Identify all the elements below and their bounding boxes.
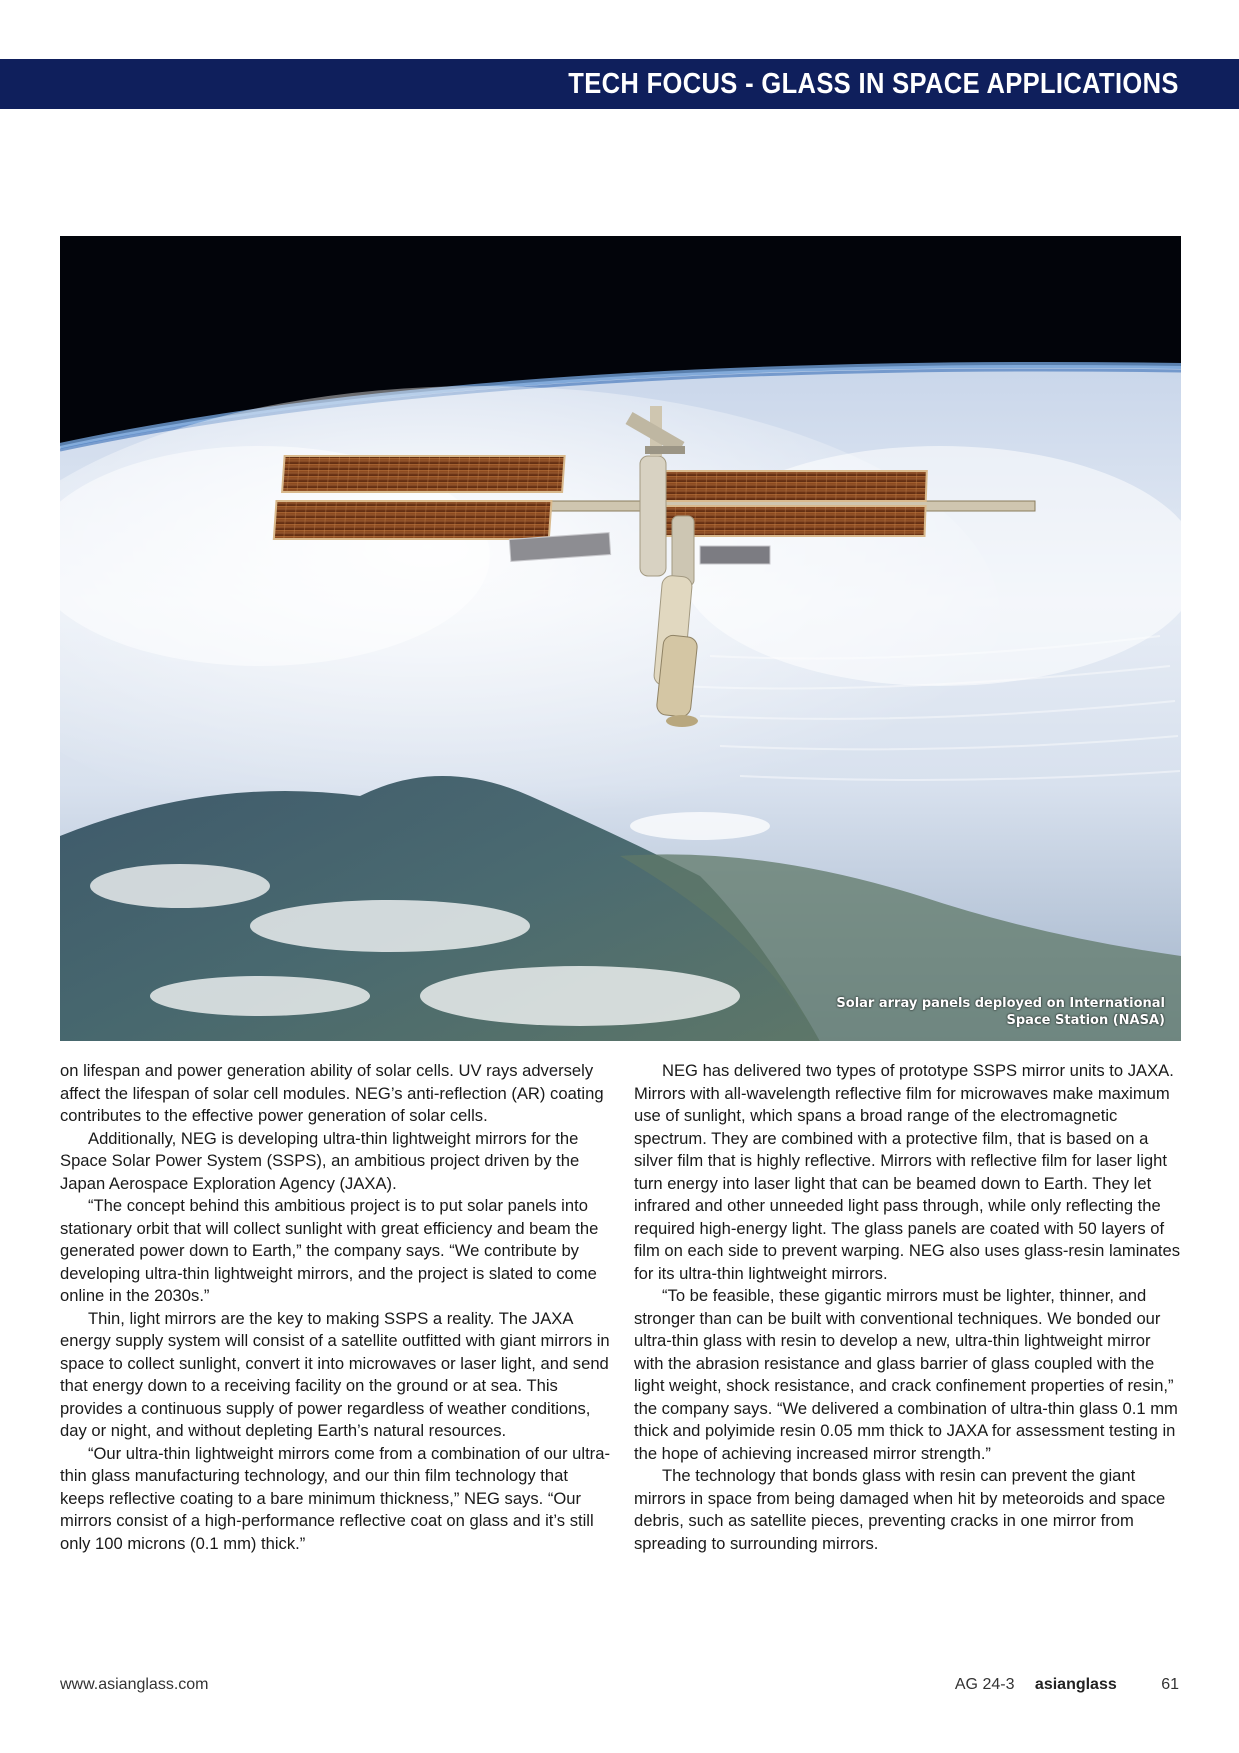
paragraph: NEG has delivered two types of prototype SSPS mirror units to JAXA. Mirrors with all-wavelength reflective film for microwaves make maximum use of sunlight, which spans a broad range of the electromagnetic spectrum. They are combined with a protective film, that is based on a silver film that is highly reflective. Mirrors with reflective film for laser light turn energy into laser light that can be beamed down to Earth. They let infrared and other unneeded light pass through, while only reflecting the required high-energy light. The glass panels are coated with 50 layers of film on each side to prevent warping. NEG also uses glass-resin laminates for its ultra-thin lightweight mirrors. (634, 1061, 1181, 1283)
article-column-right (634, 1060, 1182, 1555)
caption-line-1: Solar array panels deployed on International (836, 996, 1165, 1011)
footer-website-link[interactable]: www.asianglass.com (60, 1676, 209, 1693)
section-title: TECH FOCUS - GLASS IN SPACE APPLICATIONS (568, 68, 1179, 100)
paragraph: “To be feasible, these gigantic mirrors must be lighter, thinner, and stronger than can be built with conventional techniques. We bonded our ultra-thin glass with resin to develop a new, ultra-thin lightweight mirror with the abrasion resistance and glass barrier of glass coupled with the light weight, shock resistance, and crack confinement properties of resin,” the company says. “We delivered a combination of ultra-thin glass 0.1 mm thick and polyimide resin 0.05 mm thick to JAXA for assessment testing in the hope of achieving increased mirror strength.” (634, 1286, 1178, 1463)
photo-caption (825, 995, 1165, 1029)
article-column-left (60, 1060, 610, 1555)
issue-number: AG 24-3 (954, 1676, 1015, 1693)
paragraph: “The concept behind this ambitious project is to put solar panels into stationary orbit that will collect sunlight with great efficiency and beam the generated power down to Earth,” the company says. “We contribute by developing ultra-thin lightweight mirrors, and the project is slated to come online in the 2030s.” (60, 1196, 599, 1305)
caption-line-2: Space Station (NASA) (1006, 1013, 1165, 1028)
page-number: 61 (1161, 1676, 1179, 1693)
paragraph: The technology that bonds glass with resin can prevent the giant mirrors in space from being damaged when hit by meteoroids and space debris, such as satellite pieces, preventing cracks in one mirror from spreading to surrounding mirrors. (634, 1466, 1166, 1553)
footer-info (955, 1676, 1179, 1694)
paragraph: Additionally, NEG is developing ultra-thin lightweight mirrors for the Space Solar Power System (SSPS), an ambitious project driven by the Japan Aerospace Exploration Agency (JAXA). (60, 1128, 580, 1193)
iss-over-earth-illustration (60, 236, 1181, 1041)
paragraph: on lifespan and power generation ability of solar cells. UV rays adversely affect the lifespan of solar cell modules. NEG’s anti-reflection (AR) coating contributes to the effective power generation of solar cells. (60, 1061, 604, 1125)
paragraph: Thin, light mirrors are the key to making SSPS a reality. The JAXA energy supply system will consist of a satellite outfitted with giant mirrors in space to collect sunlight, convert it into microwaves or laser light, and send that energy down to a receiving facility on the ground or at sea. This provides a continuous supply of power regardless of weather conditions, day or night, and without depleting Earth’s natural resources. (60, 1308, 610, 1440)
iss-photo (60, 236, 1181, 1041)
header-bar (0, 59, 1239, 109)
publication-name: asianglass (1034, 1676, 1117, 1693)
paragraph: “Our ultra-thin lightweight mirrors come from a combination of our ultra-thin glass manufacturing technology, and our thin film technology that keeps reflective coating to a bare minimum thickness,” NEG says. “Our mirrors consist of a high-performance reflective coat on glass and it’s still only 100 microns (0.1 mm) thick.” (60, 1443, 610, 1553)
